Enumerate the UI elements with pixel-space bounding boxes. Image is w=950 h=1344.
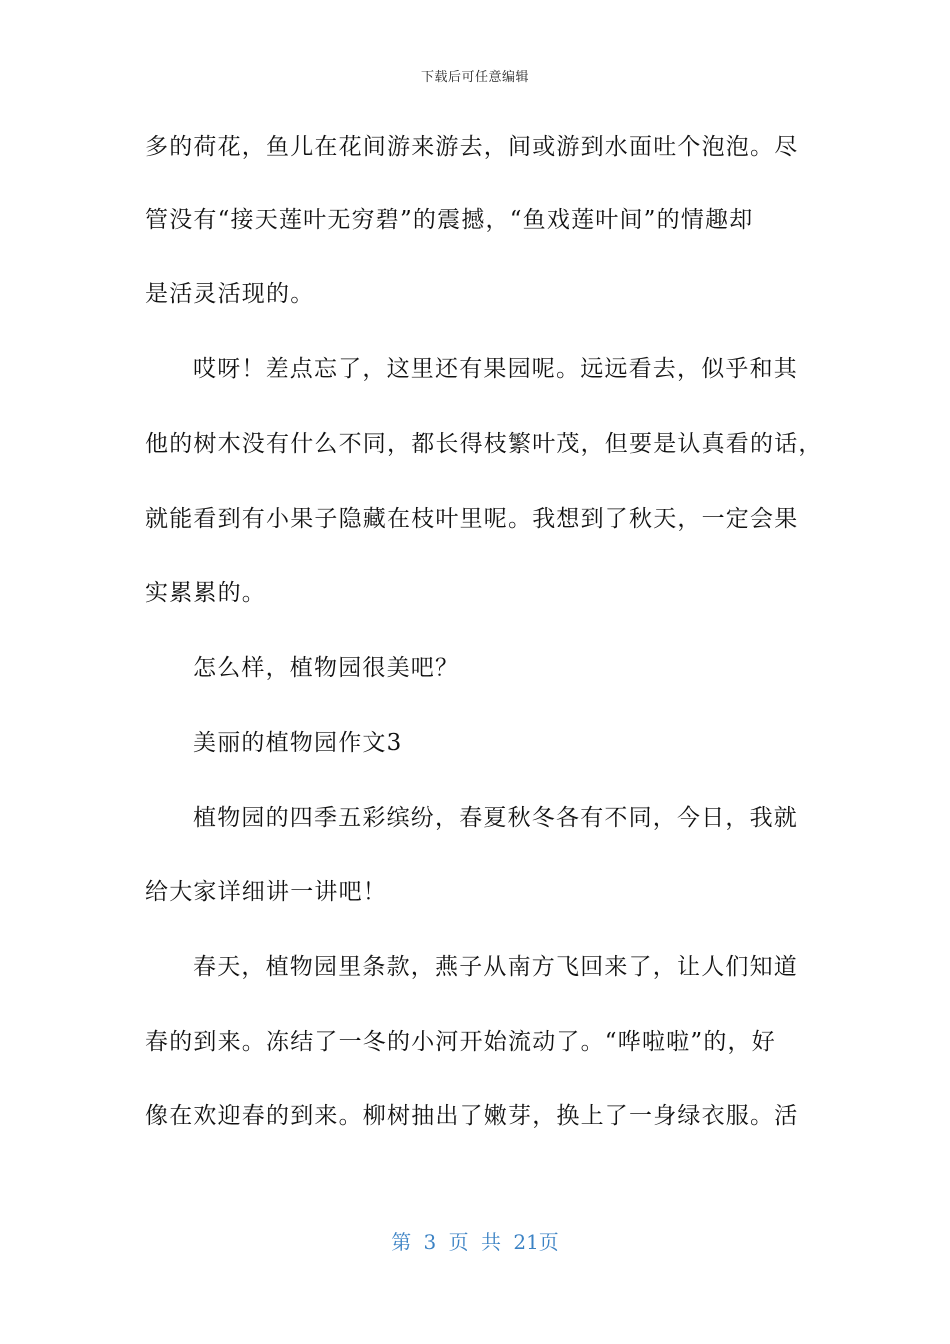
text-line-4: 哎呀！差点忘了，这里还有果园呢。远远看去，似乎和其 (193, 356, 798, 382)
text-line-8: 怎么样，植物园很美吧？ (193, 655, 460, 681)
text-line-1: 多的荷花，鱼儿在花间游来游去，间或游到水面吐个泡泡。尽 (145, 134, 799, 160)
text-line-13: 春的到来。冻结了一冬的小河开始流动了。“哗啦啦”的，好 (145, 1029, 776, 1055)
header-note: 下载后可任意编辑 (420, 70, 529, 85)
page-number-footer: 第 3 页 共 21页 (391, 1230, 559, 1254)
section-title: 美丽的植物园作文3 (193, 730, 403, 756)
text-line-7: 实累累的。 (145, 580, 266, 606)
text-line-2: 管没有“接天莲叶无穷碧”的震撼，“鱼戏莲叶间”的情趣却 (145, 207, 754, 233)
text-line-6: 就能看到有小果子隐藏在枝叶里呢。我想到了秋天，一定会果 (145, 506, 799, 532)
text-line-5: 他的树木没有什么不同，都长得枝繁叶茂，但要是认真看的话， (145, 431, 823, 457)
text-line-3: 是活灵活现的。 (145, 281, 315, 307)
text-line-12: 春天，植物园里条款，燕子从南方飞回来了，让人们知道 (193, 954, 798, 980)
text-line-14: 像在欢迎春的到来。柳树抽出了嫩芽，换上了一身绿衣服。活 (145, 1103, 799, 1129)
text-line-11: 给大家详细讲一讲吧！ (145, 879, 387, 905)
text-line-10: 植物园的四季五彩缤纷，春夏秋冬各有不同，今日，我就 (193, 805, 798, 831)
